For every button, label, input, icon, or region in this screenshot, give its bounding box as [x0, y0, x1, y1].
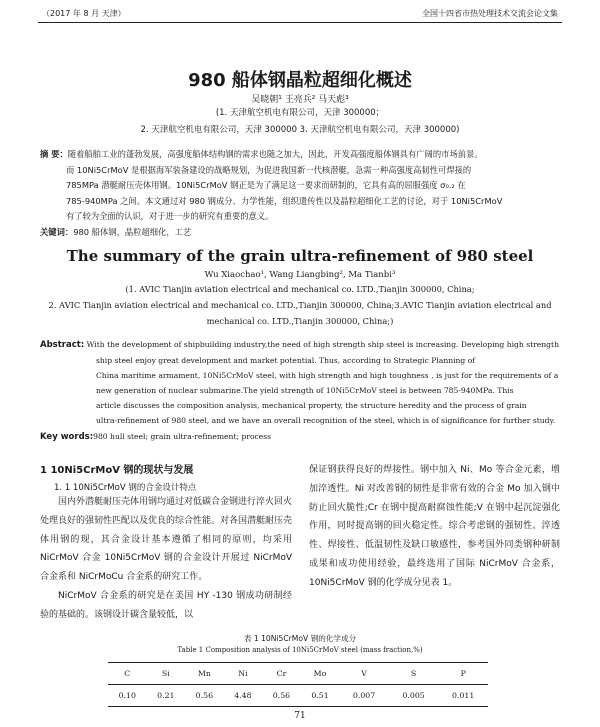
- table-header-cell: Si: [161, 669, 170, 678]
- abstract-cn-line: 785MPa 潜艇耐压壳体用钢。10Ni5CrMoV 钢正是为了满足这一要求而研制的，它具有高的屈服强度 σ₀.₂ 在: [66, 180, 466, 190]
- abstract-cn-line: 而 10Ni5CrMoV 是根据海军装备建设的战略规划，为促进我国新一代核潜艇，急需一种高强度高韧性可焊接的: [66, 164, 472, 175]
- keywords-cn: [40, 226, 560, 238]
- table-header-cell: Mn: [197, 669, 211, 678]
- composition-table: [108, 662, 488, 707]
- left-column: [40, 493, 292, 625]
- abstract-en-line: ship steel enjoy great development and market potential. Thus, according to Strategic Planning of: [96, 356, 476, 365]
- authors-cn: 吴晓朝¹ 王亮兵² 马天彪³: [251, 95, 349, 105]
- abstract-cn: [40, 147, 560, 225]
- affiliation-en-1: (1. AVIC Tianjin aviation electrical and mechanical co. LTD.,Tianjin 300000, China;: [125, 284, 475, 294]
- table-cell: 0.011: [452, 691, 475, 700]
- table-cell: 0.005: [402, 691, 425, 700]
- abstract-cn-line: 785-940MPa 之间。本文通过对 980 钢成分、力学性能，组织遗传性以及晶粒超细化工艺的讨论，对于 10Ni5CrMoV: [66, 195, 503, 206]
- table-caption-cn: 表 1 10Ni5CrMoV 钢的化学成分: [243, 634, 357, 643]
- table-header-cell: P: [460, 669, 466, 678]
- table-caption-en: Table 1 Composition analysis of 10Ni5CrMoV steel (mass fraction,%): [177, 646, 423, 654]
- table-cell: 0.10: [118, 691, 136, 700]
- affiliation-cn-2: 2. 天津航空机电有限公司，天津 300000 3. 天津航空机电有限公司，天津 300000): [140, 125, 460, 135]
- affiliation-en-2: 2. AVIC Tianjin aviation electrical and mechanical co. LTD.,Tianjin 300000, China;3.AVIC Tianjin aviation electrical and: [48, 300, 552, 310]
- title-cn: 980 船体钢晶粒超细化概述: [188, 70, 412, 91]
- paragraph: 保证钢获得良好的焊接性。钢中加入 Ni、Mo 等合金元素，增加淬透性。Ni 对改善钢的韧性是非常有效的合金 Mo 加入钢中防止回火脆性;Cr 在钢中提高耐腐蚀性能;V 在钢中起沉淀强化作用，同时提高钢的回火稳定性。综合考虑钢的强韧性、淬透性、焊接性、低温韧性及缺口敏感性，参考国外同类钢种研制成果和成功使用经验，最终选用了国际 NiCrMoV 合金系，10Ni5CrMoV 钢的化学成分见表 1。: [309, 465, 560, 588]
- paragraph: 国内外潜艇耐压壳体用钢均通过对低碳合金钢进行淬火回火处理良好的强韧性匹配以及优良的综合性能。对各国潜艇耐压壳体用钢的现，其合金设计基本遵循了相同的原则，均采用 NiCrMoV 合金 10Ni5CrMoV 钢的合金设计开展过 NiCrMoV 合金系和 NiCrMoCu 合金系的研究工作。: [40, 497, 293, 583]
- running-header: [42, 8, 558, 22]
- abstract-en-line: new generation of nuclear submarine.The yield strength of 10Ni5CrMoV steel is between 785-940MPa. This: [96, 386, 514, 395]
- table-header-cell: S: [410, 669, 417, 678]
- abstract-en: [40, 337, 560, 428]
- affiliation-cn-1: (1. 天津航空机电有限公司，天津 300000；: [215, 108, 385, 118]
- header-right: 全国十四省市热处理技术交流会论文集: [422, 9, 558, 18]
- abstract-en-line: ultra-refinement of 980 steel, and we have an overall recognition of the steel, which is of significance for further study.: [96, 416, 556, 425]
- paragraph: NiCrMoV 合金系的研究是在美国 HY -130 钢成功研制经验的基础的。该钢设计碳含量较低，以: [40, 590, 292, 620]
- keywords-cn-text: 980 船体钢，晶粒超细化，工艺: [73, 227, 192, 237]
- table-header-cell: Cr: [276, 669, 287, 678]
- abstract-en-line: article discusses the composition analysis, mechanical property, the structure heredity and the process of grain: [96, 401, 527, 410]
- subsection-heading: 1. 1 10Ni5CrMoV 钢的合金设计特点: [54, 483, 197, 493]
- abstract-cn-line: 随着船舶工业的蓬勃发展，高强度船体结构钢的需求也随之加大，因此，开发高强度船体钢具有广阔的市场前景。: [67, 149, 483, 159]
- abstract-cn-line: 有了较为全面的认识，对于进一步的研究有重要的意义。: [66, 211, 274, 221]
- keywords-en-text: 980 hull steel; grain ultra-refinement; process: [93, 432, 272, 441]
- authors-en: Wu Xiaochao¹, Wang Liangbing², Ma Tianbi³: [204, 270, 396, 280]
- abstract-en-label: Abstract:: [40, 340, 85, 350]
- affiliation-en-3: mechanical co. LTD.,Tianjin 300000, China;): [206, 316, 394, 326]
- header-left: （2017 年 8 月 天津）: [42, 9, 126, 18]
- keywords-cn-label: 关键词：: [40, 227, 74, 237]
- table-header-cell: Mo: [313, 669, 327, 678]
- abstract-cn-label: 摘 要：: [40, 149, 68, 159]
- keywords-en-label: Key words:: [40, 432, 94, 442]
- title-en: The summary of the grain ultra-refinement of 980 steel: [66, 247, 534, 265]
- table-cell: 0.56: [195, 691, 214, 700]
- table-header-cell: Ni: [238, 669, 248, 678]
- section-heading: 1 10Ni5CrMoV 钢的现状与发展: [40, 465, 194, 476]
- table-header-row: [108, 663, 488, 685]
- header-rule: [38, 22, 562, 23]
- table-cell: 4.48: [234, 691, 252, 700]
- table-cell: 0.007: [352, 691, 376, 700]
- page-number: 71: [294, 711, 306, 721]
- table-cell: 0.51: [311, 691, 329, 700]
- keywords-en: [40, 432, 560, 442]
- table-cell: 0.21: [157, 691, 175, 700]
- abstract-en-line: With the development of shipbuilding industry,the need of high strength ship steel is increasing. Developing high strength: [86, 340, 559, 349]
- abstract-en-line: China maritime armament, 10Ni5CrMoV steel, with high strength and high toughness , is just for the requirements of a: [96, 371, 559, 380]
- table-cell: 0.56: [272, 691, 291, 700]
- table-header-cell: C: [124, 669, 131, 678]
- table-row: [108, 685, 488, 707]
- right-column: [309, 461, 560, 593]
- table-header-cell: V: [361, 669, 367, 678]
